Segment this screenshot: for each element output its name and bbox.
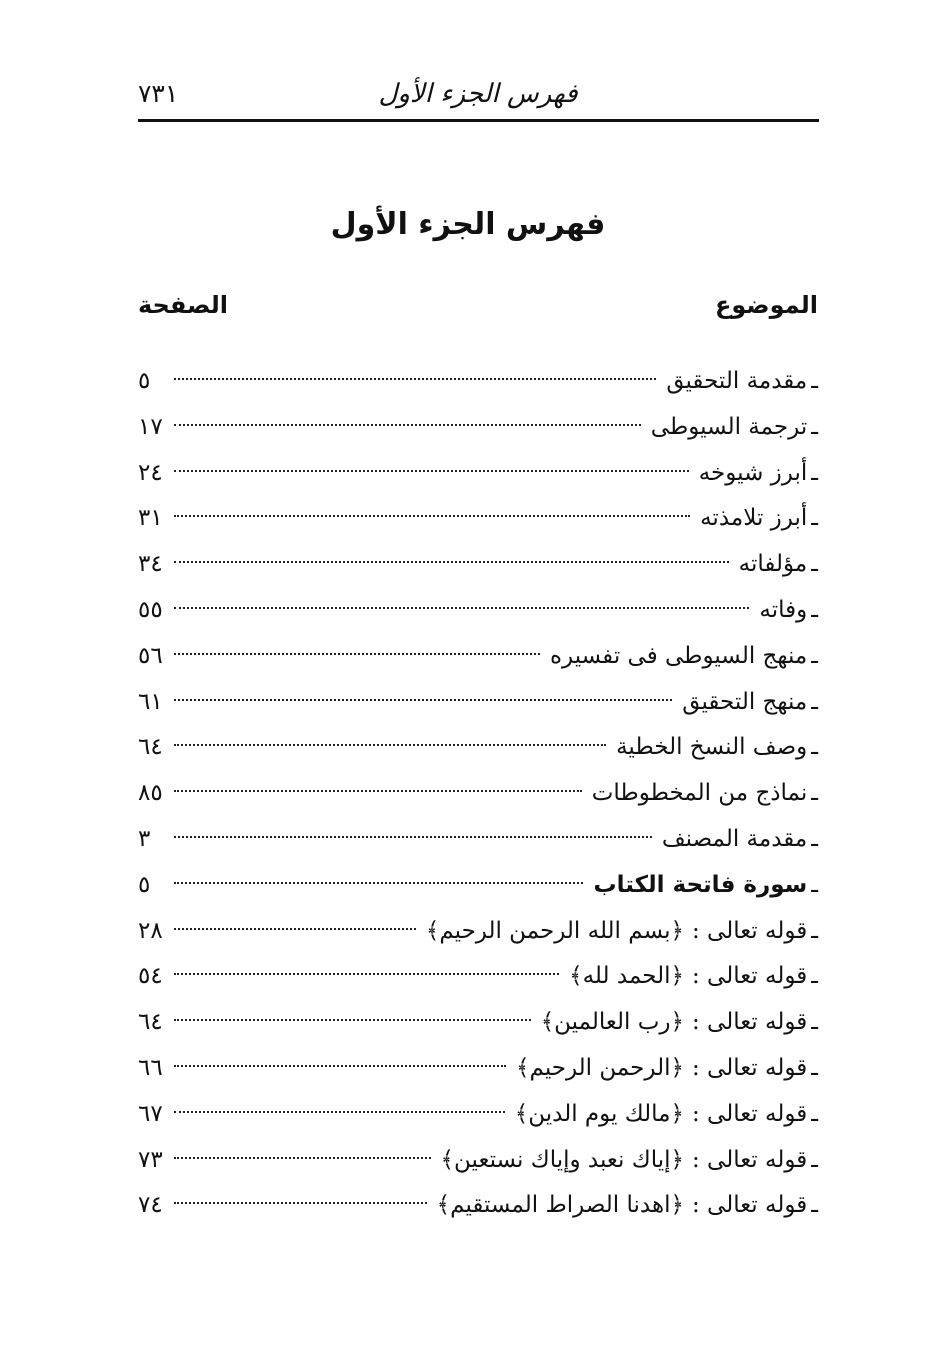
entry-page: ٢٤ bbox=[138, 459, 163, 486]
entry-title: مقدمة التحقيق bbox=[666, 368, 808, 394]
entry-title: ترجمة السيوطى bbox=[650, 413, 808, 440]
dot-leader bbox=[174, 882, 583, 884]
entry-verse: ﴿مالك يوم الدين﴾ bbox=[514, 1100, 684, 1127]
entry-page: ٥٤ bbox=[138, 963, 163, 990]
toc-entry bbox=[138, 771, 818, 817]
topic-column-heading: الموضوع bbox=[714, 291, 818, 319]
entry-title: قوله تعالى : bbox=[691, 963, 808, 990]
entry-verse: ﴿إياك نعبد وإياك نستعين﴾ bbox=[440, 1146, 684, 1173]
toc-entry bbox=[138, 1000, 818, 1046]
entry-title: قوله تعالى : bbox=[691, 1054, 808, 1081]
toc-entry bbox=[138, 909, 818, 955]
dot-leader bbox=[174, 561, 729, 563]
toc-entry bbox=[138, 496, 818, 542]
entry-page: ٣ bbox=[138, 825, 151, 852]
entry-page: ٥٥ bbox=[138, 596, 163, 623]
toc-entry bbox=[138, 1138, 818, 1184]
entry-page: ١٧ bbox=[138, 413, 163, 440]
entry-dash: ـ bbox=[811, 413, 818, 440]
dot-leader bbox=[174, 928, 416, 930]
dot-leader bbox=[174, 1065, 506, 1067]
dot-leader bbox=[174, 515, 690, 517]
entry-page: ٦٦ bbox=[138, 1054, 163, 1081]
toc-entry bbox=[138, 634, 818, 680]
table-of-contents bbox=[138, 359, 818, 1229]
dot-leader bbox=[174, 1019, 531, 1021]
dot-leader bbox=[174, 1111, 505, 1113]
entry-title: نماذج من المخطوطات bbox=[591, 780, 808, 807]
page-title: فهرس الجزء الأول bbox=[330, 207, 606, 242]
dot-leader bbox=[174, 470, 689, 472]
entry-verse: ﴿الحمد لله﴾ bbox=[569, 963, 684, 990]
entry-verse: ﴿الرحمن الرحيم﴾ bbox=[516, 1054, 684, 1081]
toc-entry bbox=[138, 588, 818, 634]
entry-title: وصف النسخ الخطية bbox=[616, 734, 808, 761]
entry-verse: ﴿رب العالمين﴾ bbox=[540, 1009, 684, 1036]
entry-dash: ـ bbox=[811, 688, 818, 715]
entry-dash: ـ bbox=[811, 505, 818, 532]
entry-dash: ـ bbox=[811, 551, 818, 578]
page-number: ٧٣١ bbox=[138, 79, 179, 108]
toc-entry bbox=[138, 680, 818, 726]
entry-title: أبرز تلامذته bbox=[700, 505, 808, 532]
entry-title: قوله تعالى : bbox=[691, 1146, 808, 1173]
entry-page: ٦٧ bbox=[138, 1100, 163, 1127]
entry-dash: ـ bbox=[811, 1009, 818, 1036]
entry-page: ٧٤ bbox=[138, 1192, 163, 1219]
toc-entry bbox=[138, 405, 818, 451]
entry-title: قوله تعالى : bbox=[691, 917, 808, 944]
toc-entry bbox=[138, 1046, 818, 1092]
entry-dash: ـ bbox=[811, 1054, 818, 1081]
entry-page: ٦٤ bbox=[138, 1009, 163, 1036]
dot-leader bbox=[174, 607, 749, 609]
toc-entry bbox=[138, 542, 818, 588]
page-column-heading: الصفحة bbox=[138, 291, 229, 319]
dot-leader bbox=[174, 699, 672, 701]
dot-leader bbox=[174, 836, 652, 838]
entry-page: ٣١ bbox=[138, 505, 163, 532]
entry-dash: ـ bbox=[811, 871, 818, 898]
entry-dash: ـ bbox=[811, 642, 818, 669]
dot-leader bbox=[174, 973, 559, 975]
toc-entry bbox=[138, 451, 818, 497]
entry-dash: ـ bbox=[811, 459, 818, 486]
dot-leader bbox=[174, 653, 540, 655]
entry-verse: ﴿بسم الله الرحمن الرحيم﴾ bbox=[425, 917, 684, 944]
entry-title: سورة فاتحة الكتاب bbox=[593, 871, 808, 898]
toc-entry-surah bbox=[138, 863, 818, 909]
entry-page: ٣٤ bbox=[138, 551, 163, 578]
toc-entry bbox=[138, 817, 818, 863]
entry-dash: ـ bbox=[811, 1192, 818, 1219]
dot-leader bbox=[174, 790, 582, 792]
entry-dash: ـ bbox=[811, 917, 818, 944]
entry-title: مؤلفاته bbox=[738, 551, 808, 578]
entry-title: قوله تعالى : bbox=[691, 1009, 808, 1036]
running-title: فهرس الجزء الأول bbox=[378, 79, 578, 109]
entry-title: منهج السيوطى فى تفسيره bbox=[549, 642, 808, 669]
entry-page: ٨٥ bbox=[138, 780, 163, 807]
entry-dash: ـ bbox=[811, 780, 818, 807]
toc-entry bbox=[138, 1183, 818, 1229]
entry-verse: ﴿اهدنا الصراط المستقيم﴾ bbox=[436, 1192, 684, 1219]
dot-leader bbox=[174, 744, 606, 746]
entry-page: ٥ bbox=[138, 871, 151, 898]
entry-title: مقدمة المصنف bbox=[661, 825, 808, 852]
entry-title: أبرز شيوخه bbox=[698, 459, 808, 486]
toc-entry bbox=[138, 359, 818, 405]
dot-leader bbox=[174, 1202, 427, 1204]
entry-dash: ـ bbox=[811, 734, 818, 761]
entry-dash: ـ bbox=[811, 596, 818, 623]
entry-dash: ـ bbox=[811, 963, 818, 990]
entry-page: ٦٤ bbox=[138, 734, 163, 761]
toc-entry bbox=[138, 1092, 818, 1138]
entry-title: منهج التحقيق bbox=[682, 688, 808, 715]
dot-leader bbox=[174, 1157, 431, 1159]
toc-entry bbox=[138, 725, 818, 771]
entry-title: قوله تعالى : bbox=[691, 1192, 808, 1219]
dot-leader bbox=[174, 378, 656, 380]
entry-title: وفاته bbox=[759, 596, 808, 623]
entry-title: قوله تعالى : bbox=[691, 1100, 808, 1127]
entry-page: ٢٨ bbox=[138, 917, 163, 944]
dot-leader bbox=[174, 424, 641, 426]
running-header bbox=[138, 70, 818, 120]
entry-dash: ـ bbox=[811, 368, 818, 394]
entry-dash: ـ bbox=[811, 1146, 818, 1173]
entry-page: ٧٣ bbox=[138, 1146, 163, 1173]
toc-entry bbox=[138, 954, 818, 1000]
entry-page: ٥٦ bbox=[138, 642, 163, 669]
entry-dash: ـ bbox=[811, 1100, 818, 1127]
entry-page: ٥ bbox=[138, 368, 151, 394]
entry-dash: ـ bbox=[811, 825, 818, 852]
entry-page: ٦١ bbox=[138, 688, 163, 715]
header-rule bbox=[138, 119, 819, 122]
